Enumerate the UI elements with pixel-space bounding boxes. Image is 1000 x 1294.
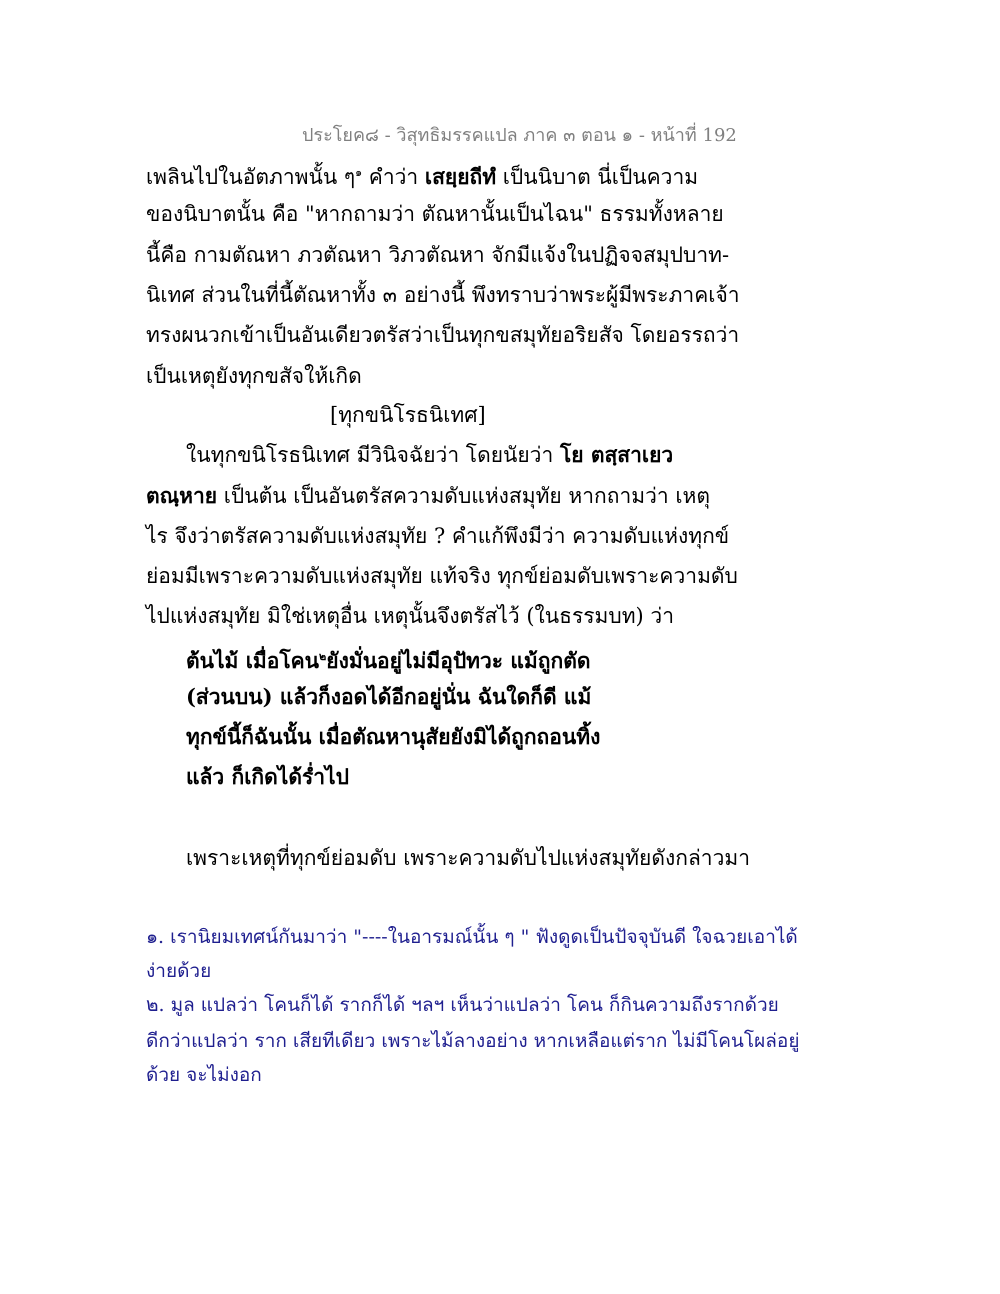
text-span: เป็นต้น เป็นอันตรัสความดับแห่งสมุทัย หากถามว่า เหตุ <box>217 484 711 508</box>
text-line <box>146 481 710 511</box>
text-span: ต้นไม้ เมื่อโคน <box>186 648 320 673</box>
verse-line: ทุกข์นี้ก็ฉันนั้น เมื่อตัณหานุสัยยังมิได้ถูกถอนทิ้ง <box>186 724 601 749</box>
text-line: ของนิบาตนั้น คือ "หากถามว่า ตัณหานั้นเป็นไฉน" ธรรมทั้งหลาย <box>146 202 724 226</box>
text-line <box>186 440 673 470</box>
paragraph-conclusion: เพราะเหตุที่ทุกข์ย่อมดับ เพราะความดับไปแห่งสมุทัยดังกล่าวมา <box>186 846 751 870</box>
text-line: ไปแห่งสมุทัย มิใช่เหตุอื่น เหตุนั้นจึงตรัสไว้ (ในธรรมบท) ว่า <box>146 604 674 628</box>
verse-line: แล้ว ก็เกิดได้ร่ำไป <box>186 764 349 789</box>
pali-term: โย ตสฺสาเยว <box>559 442 674 467</box>
verse-line: (ส่วนบน) แล้วก็งอดได้อีกอยู่นั่น ฉันใดก็ดี แม้ <box>186 684 592 709</box>
section-title: [ทุกขนิโรธนิเทศ] <box>330 403 486 427</box>
footnote-2-line: ดีกว่าแปลว่า ราก เสียทีเดียว เพราะไม้ลางอย่าง หากเหลือแต่ราก ไม่มีโคนโผล่อยู่ <box>146 1030 800 1052</box>
text-line: นี้คือ กามตัณหา ภวตัณหา วิภวตัณหา จักมีแจ้งในปฏิจจสมุปบาท- <box>146 243 730 267</box>
page-header: ประโยค๘ - วิสุทธิมรรคแปล ภาค ๓ ตอน ๑ - หน้าที่ 192 <box>302 125 737 146</box>
text-line: เป็นเหตุยังทุกขสัจให้เกิด <box>146 364 362 388</box>
text-span: ในทุกขนิโรธนิเทศ มีวินิจฉัยว่า โดยนัยว่า <box>186 443 560 467</box>
pali-term: ตณฺหาย <box>146 483 218 508</box>
footnote-ref-2[interactable]: ๒ <box>319 650 327 663</box>
text-line: ไร จึงว่าตรัสความดับแห่งสมุทัย ? คำแก้พึงมีว่า ความดับแห่งทุกข์ <box>146 524 730 548</box>
text-line <box>146 158 698 192</box>
footnote-1-line: ๑. เรานิยมเทศน์กันมาว่า "----ในอารมณ์นั้น ๆ " ฟังดูดเป็นปัจจุบันดี ใจฉวยเอาได้ <box>146 926 798 948</box>
text-span: ยังมั่นอยู่ไม่มีอุปัทวะ แม้ถูกตัด <box>326 648 591 673</box>
verse-line <box>186 642 590 676</box>
text-line: นิเทศ ส่วนในที่นี้ตัณหาทั้ง ๓ อย่างนี้ พึงทราบว่าพระผู้มีพระภาคเจ้า <box>146 283 740 307</box>
footnote-2-line: ๒. มูล แปลว่า โคนก็ได้ รากก็ได้ ฯลฯ เห็นว่าแปลว่า โคน ก็กินความถึงรากด้วย <box>146 994 779 1016</box>
footnote-ref-1[interactable]: ๑ <box>355 166 363 179</box>
footnote-2-line: ด้วย จะไม่งอก <box>146 1064 262 1086</box>
text-span: เป็นนิบาต นี่เป็นความ <box>496 165 699 189</box>
text-line: ย่อมมีเพราะความดับแห่งสมุทัย แท้จริง ทุกข์ย่อมดับเพราะความดับ <box>146 564 738 588</box>
text-span: เพลินไปในอัตภาพนั้น ๆ <box>146 165 356 189</box>
text-line: ทรงผนวกเข้าเป็นอันเดียวตรัสว่าเป็นทุกขสมุทัยอริยสัจ โดยอรรถว่า <box>146 323 740 347</box>
footnote-1-line: ง่ายด้วย <box>146 960 212 982</box>
text-span: คำว่า <box>362 165 425 189</box>
pali-term: เสยฺยถีทํ <box>424 164 497 189</box>
